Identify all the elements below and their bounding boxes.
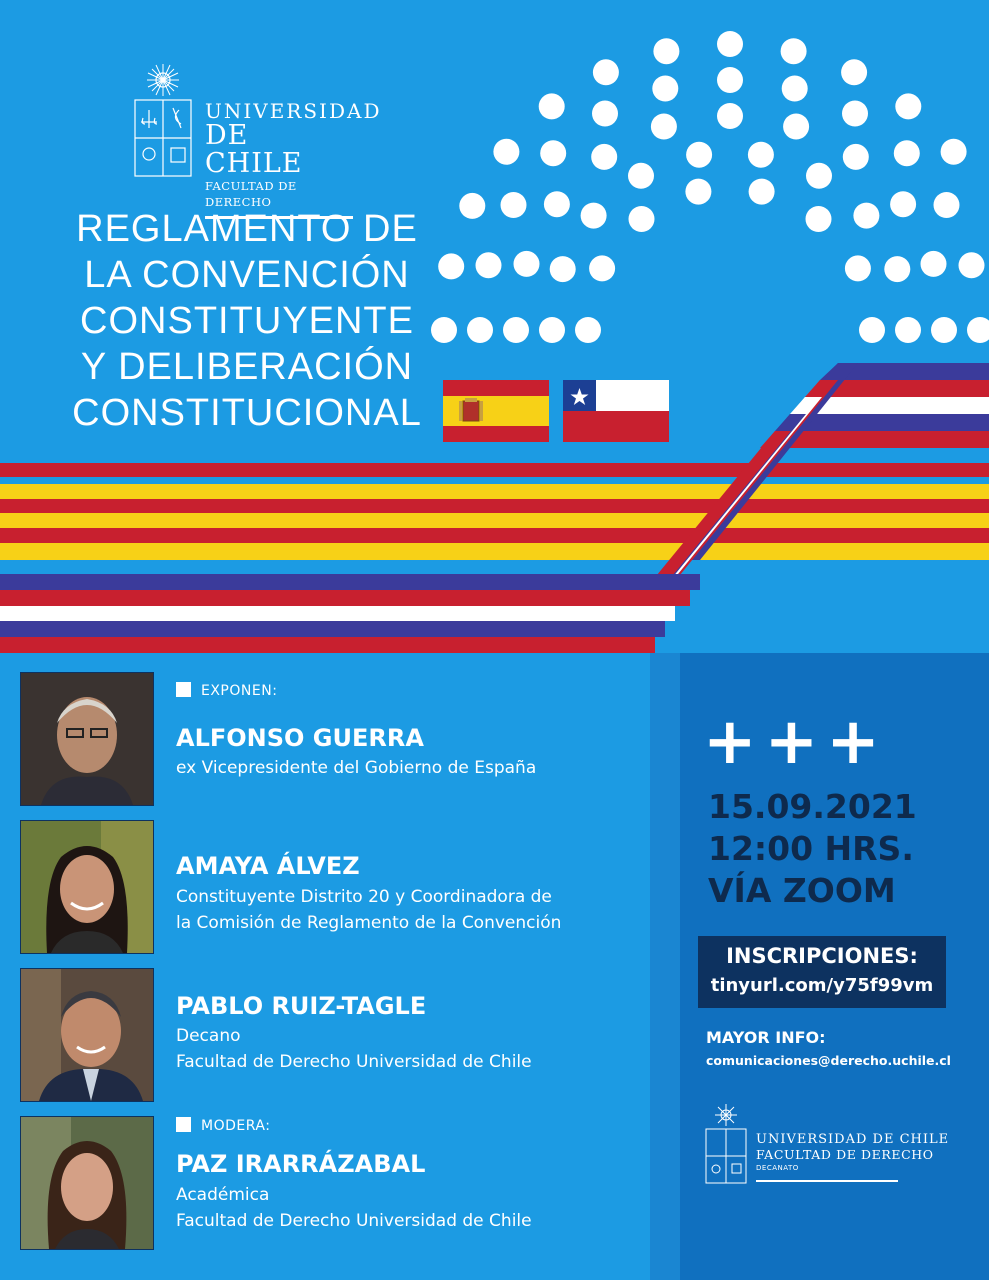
footer-faculty-name: FACULTAD DE DERECHO <box>756 1147 934 1162</box>
seat-dot <box>921 251 947 277</box>
seat-dot <box>853 203 879 229</box>
event-time: 12:00 HRS. <box>708 829 914 868</box>
seat-dot <box>717 67 743 93</box>
speaker-name: PABLO RUIZ-TAGLE <box>176 992 427 1020</box>
person-portrait-icon <box>21 969 153 1101</box>
seat-dot <box>539 93 565 119</box>
moderator-name: PAZ IRARRÁZABAL <box>176 1150 426 1178</box>
checkbox-square-icon <box>176 682 191 697</box>
chile-stripes-lower <box>0 574 700 653</box>
seat-dot <box>859 317 885 343</box>
person-portrait-icon <box>21 673 153 805</box>
seat-dot <box>894 140 920 166</box>
seat-dot <box>842 101 868 127</box>
seat-dot <box>934 192 960 218</box>
contact-email-link[interactable]: comunicaciones@derecho.uchile.cl <box>706 1053 951 1068</box>
seat-dot <box>501 192 527 218</box>
title-line: LA CONVENCIÓN <box>84 254 410 296</box>
moderator-photo <box>20 1116 154 1250</box>
seat-dot <box>748 142 774 168</box>
panel-edge <box>650 653 680 1280</box>
event-platform: VÍA ZOOM <box>708 871 896 910</box>
seat-dot <box>890 191 916 217</box>
seat-dot <box>686 142 712 168</box>
seat-dot <box>782 76 808 102</box>
speaker-description: Facultad de Derecho Universidad de Chile <box>176 1052 532 1072</box>
seat-dot <box>653 38 679 64</box>
seat-dot <box>717 103 743 129</box>
footer-office-name: DECANATO <box>756 1164 799 1172</box>
seat-dot <box>959 252 985 278</box>
seat-dot <box>967 317 989 343</box>
speaker-name: ALFONSO GUERRA <box>176 724 424 752</box>
speaker-photo <box>20 672 154 806</box>
seat-dot <box>589 255 615 281</box>
seat-dot <box>717 31 743 57</box>
seat-dot <box>550 256 576 282</box>
seat-dot <box>651 114 677 140</box>
title-line: Y DELIBERACIÓN <box>80 346 414 388</box>
spain-stripes <box>0 463 989 560</box>
seat-dot <box>884 256 910 282</box>
footer-university-name: UNIVERSIDAD DE CHILE <box>756 1132 950 1147</box>
speaker-name: AMAYA ÁLVEZ <box>176 852 360 880</box>
seat-dot <box>431 317 457 343</box>
seat-dot <box>467 317 493 343</box>
seat-dot <box>581 203 607 229</box>
event-title <box>62 206 432 436</box>
seat-dot <box>931 317 957 343</box>
seat-dot <box>593 59 619 85</box>
university-name-line1: UNIVERSIDAD <box>205 99 382 123</box>
seat-dot <box>459 193 485 219</box>
footer-logo-underline <box>756 1180 898 1182</box>
person-portrait-icon <box>21 1117 153 1249</box>
university-name-line2: DE CHILE <box>205 120 303 179</box>
seat-dot <box>544 191 570 217</box>
speaker-photo <box>20 968 154 1102</box>
seat-dot <box>845 255 871 281</box>
event-datetime <box>708 786 917 912</box>
seat-dot <box>540 140 566 166</box>
seat-dot <box>493 139 519 165</box>
speaker-description: Constituyente Distrito 20 y Coordinadora de <box>176 887 552 907</box>
seat-dot <box>592 101 618 127</box>
moderator-description: Académica <box>176 1185 270 1205</box>
university-logo-text <box>205 99 382 219</box>
speaker-description: la Comisión de Reglamento de la Convención <box>176 913 562 933</box>
moderator-description: Facultad de Derecho Universidad de Chile <box>176 1211 532 1231</box>
seat-dot <box>476 252 502 278</box>
speaker-photo <box>20 820 154 954</box>
university-crest-icon <box>705 1103 747 1185</box>
seat-dot <box>781 38 807 64</box>
seat-dot <box>806 206 832 232</box>
seat-dot <box>629 206 655 232</box>
registration-link[interactable]: tinyurl.com/y75f99vm <box>710 975 934 996</box>
plus-signs-decoration: +++ <box>703 705 888 779</box>
more-info-label: MAYOR INFO: <box>706 1028 826 1047</box>
spain-flag-icon <box>443 380 549 442</box>
title-line: REGLAMENTO DE <box>76 208 418 250</box>
seat-dot <box>652 76 678 102</box>
footer-logo-text <box>756 1132 949 1182</box>
seat-dot <box>749 179 775 205</box>
hemicycle-dots-graphic <box>430 20 989 350</box>
speaker-description: ex Vicepresidente del Gobierno de España <box>176 758 537 778</box>
seat-dot <box>591 144 617 170</box>
title-line: CONSTITUYENTE <box>80 300 414 342</box>
seat-dot <box>514 251 540 277</box>
seat-dot <box>941 139 967 165</box>
registration-box <box>698 936 946 1008</box>
chile-flag-icon <box>563 380 669 442</box>
faculty-name: FACULTAD DE DERECHO <box>205 179 297 209</box>
seat-dot <box>628 163 654 189</box>
seat-dot <box>895 317 921 343</box>
registration-title: INSCRIPCIONES: <box>726 944 918 968</box>
seat-dot <box>575 317 601 343</box>
seat-dot <box>539 317 565 343</box>
university-crest-icon <box>133 62 193 180</box>
speakers-section-label: EXPONEN: <box>176 682 277 699</box>
title-line: CONSTITUCIONAL <box>72 392 422 434</box>
seat-dot <box>895 93 921 119</box>
seat-dot <box>806 163 832 189</box>
seat-dot <box>438 253 464 279</box>
event-date: 15.09.2021 <box>708 787 917 826</box>
seat-dot <box>843 144 869 170</box>
speaker-description: Decano <box>176 1026 241 1046</box>
checkbox-square-icon <box>176 1117 191 1132</box>
moderator-section-label: MODERA: <box>176 1117 270 1134</box>
person-portrait-icon <box>21 821 153 953</box>
seat-dot <box>841 59 867 85</box>
seat-dot <box>685 179 711 205</box>
seat-dot <box>783 114 809 140</box>
seat-dot <box>503 317 529 343</box>
